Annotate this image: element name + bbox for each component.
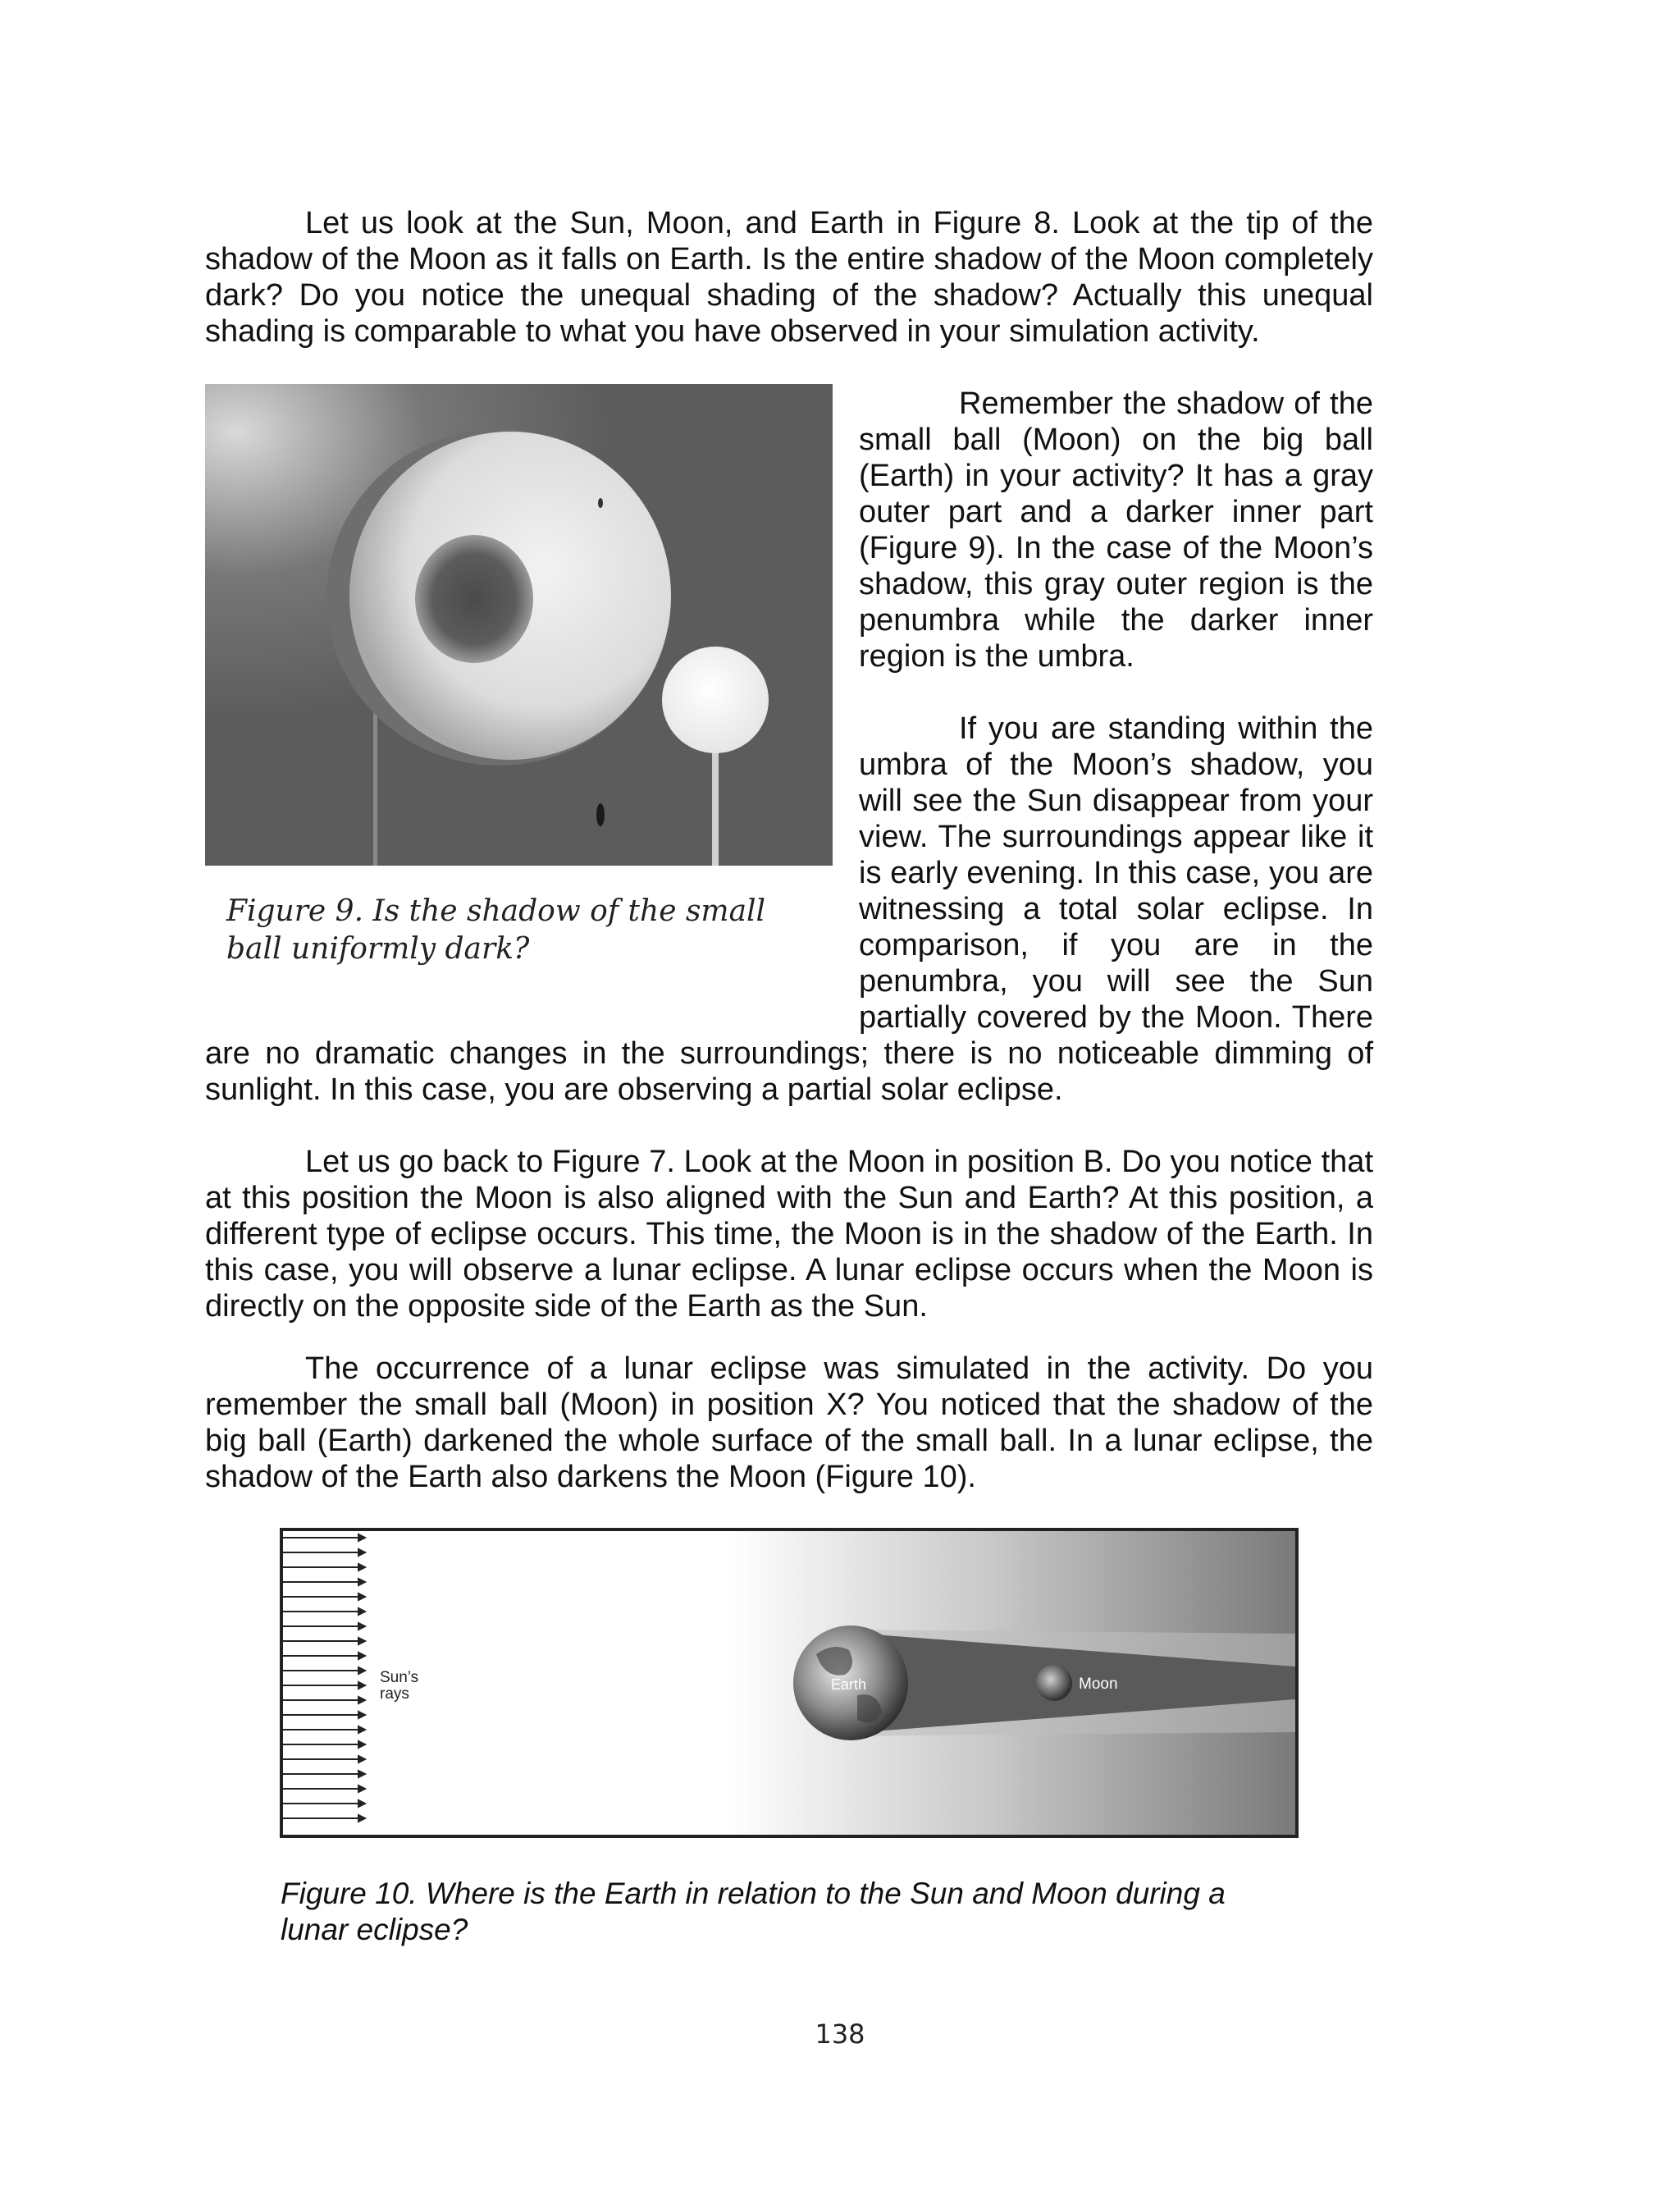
figure-10-caption: Figure 10. Where is the Earth in relation to the Sun and Moon during a lunar eclipse? bbox=[281, 1877, 1226, 1946]
sun-rays-label-line2: rays bbox=[380, 1685, 409, 1703]
paragraph-simulation: The occurrence of a lunar eclipse was simulated in the activity. Do you remember the small ball (Moon) in position X? You noticed that the shadow of the big ball (Earth) darkened the whole surface of the small ball. In a lunar eclipse, the shadow of the Earth also darkens the Moon (Figure 10). bbox=[205, 1351, 1373, 1494]
moon-body bbox=[1036, 1665, 1072, 1701]
figure-10-diagram bbox=[280, 1528, 1299, 1838]
paragraph-solar-eclipse: If you are standing within the umbra of the Moon’s shadow, you will see the Sun disappear from your view. The surroundings appear like it is early evening. In this case, you are witnessing a total solar eclipse. In comparison, if you are in the penumbra, you will see the Sun partially covered by the Moon. There are no dramatic changes in the surroundings; there is no noticeable dimming of sunlight. In this case, you are observing a partial solar eclipse. bbox=[205, 711, 1373, 1107]
paragraph-lunar-eclipse: Let us go back to Figure 7. Look at the Moon in position B. Do you notice that at this position the Moon is also aligned with the Sun and Earth? At this position, a different type of eclipse occurs. This time, the Moon is in the shadow of the Earth. In this case, you will observe a lunar eclipse. A lunar eclipse occurs when the Moon is directly on the opposite side of the Earth as the Sun. bbox=[205, 1145, 1373, 1324]
page-number: 138 bbox=[815, 2019, 865, 2050]
paragraph-umbra-penumbra bbox=[205, 386, 1373, 1108]
earth-label: Earth bbox=[831, 1676, 867, 1693]
sun-rays-label: Sun’s bbox=[380, 1669, 419, 1686]
sun-rays-arrows bbox=[283, 1534, 365, 1822]
moon-label: Moon bbox=[1079, 1676, 1118, 1693]
lunar-eclipse-diagram bbox=[283, 1531, 1295, 1835]
figure-9-text-wrap-spacer bbox=[205, 386, 859, 1034]
paragraph-intro: Let us look at the Sun, Moon, and Earth in Figure 8. Look at the tip of the shadow of the Moon as it falls on Earth. Is the entire shadow of the Moon completely dark? Do you notice the unequal shading of the shadow? Actually this unequal shading is comparable to what you have observed in your simulation activity. bbox=[205, 206, 1373, 349]
paragraph-shadow-parts: Remember the shadow of the small ball (Moon) on the big ball (Earth) in your activity? It has a gray outer part and a darker inner part (Figure 9). In the case of the Moon’s shadow, this gray outer region is the penumbra while the darker inner region is the umbra. bbox=[859, 386, 1373, 674]
figure-9-caption: Figure 9. Is the shadow of the small ball uniformly dark? bbox=[226, 894, 766, 966]
